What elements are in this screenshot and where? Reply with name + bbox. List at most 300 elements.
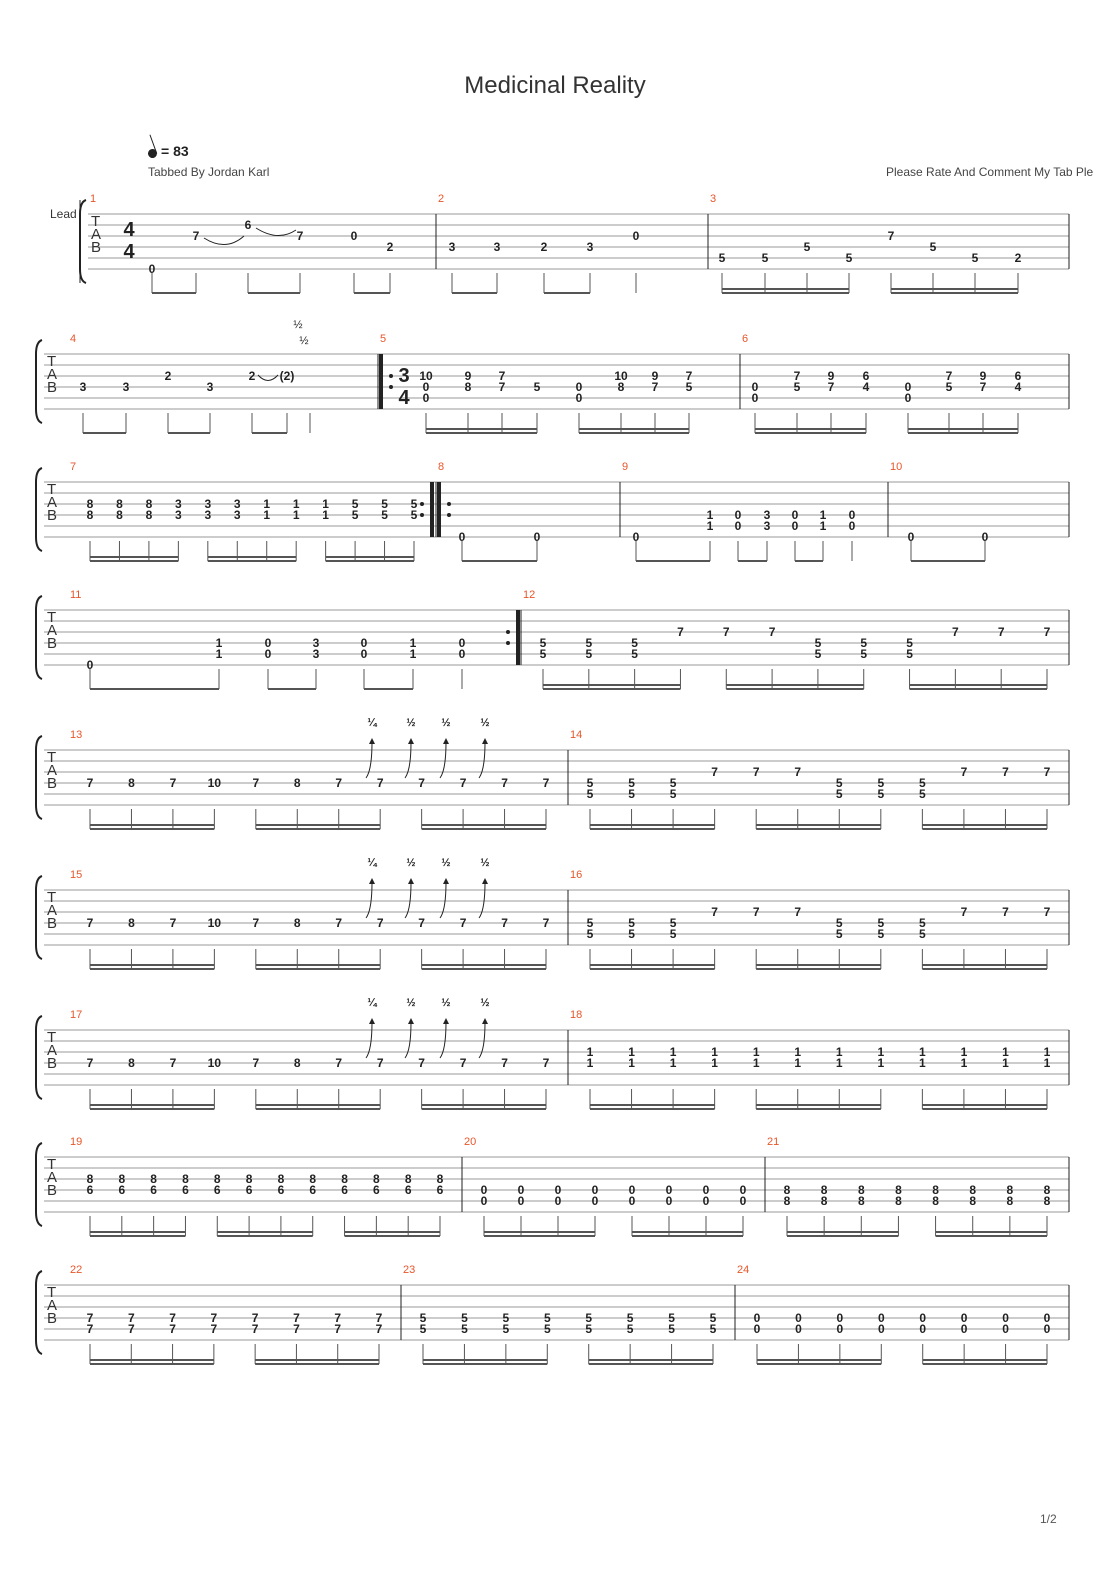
fret-number: 5 bbox=[877, 916, 885, 930]
fret-number: 7 bbox=[711, 765, 718, 779]
measure-number: 7 bbox=[70, 461, 77, 473]
fret-number: 5 bbox=[628, 776, 635, 790]
fret-number: 8 bbox=[820, 1194, 828, 1208]
fret-number: 0 bbox=[960, 1311, 968, 1325]
bend-label: ¼ bbox=[367, 997, 377, 1009]
fret-number: 7 bbox=[752, 765, 760, 779]
fret-number: 0 bbox=[848, 508, 856, 522]
bend-arrow-icon bbox=[366, 1022, 372, 1058]
fret-number: 1 bbox=[819, 519, 827, 533]
fret-number: 5 bbox=[533, 380, 541, 394]
fret-number: 5 bbox=[419, 1311, 427, 1325]
fret-number: 0 bbox=[148, 262, 156, 276]
fret-number: 7 bbox=[169, 776, 177, 790]
fret-number: 1 bbox=[409, 636, 417, 650]
fret-number: 7 bbox=[794, 765, 802, 779]
tab-clef-letter: A bbox=[47, 1042, 58, 1059]
fret-number: 5 bbox=[585, 1322, 593, 1336]
fret-number: 5 bbox=[877, 927, 885, 941]
fret-number: 7 bbox=[251, 1311, 259, 1325]
bend-arrow-icon bbox=[440, 742, 446, 778]
fret-number: 8 bbox=[783, 1194, 791, 1208]
fret-number: 5 bbox=[586, 787, 594, 801]
measure-number: 4 bbox=[70, 333, 77, 345]
bend-label: ½ bbox=[480, 857, 490, 869]
fret-number: 0 bbox=[665, 1194, 673, 1208]
time-signature-top: 3 bbox=[398, 365, 410, 387]
repeat-dot bbox=[447, 513, 451, 517]
fret-number: 7 bbox=[210, 1311, 218, 1325]
fret-number: 2 bbox=[164, 369, 172, 383]
fret-number: 1 bbox=[752, 1045, 760, 1059]
tab-clef-letter: B bbox=[47, 379, 58, 396]
fret-number: 7 bbox=[192, 229, 200, 243]
tie-slur bbox=[204, 236, 244, 245]
tab-clef-letter: T bbox=[47, 353, 57, 370]
measure-number: 6 bbox=[742, 333, 749, 345]
fret-number: 5 bbox=[626, 1322, 634, 1336]
fret-number: 2 bbox=[248, 369, 256, 383]
fret-number: 8 bbox=[436, 1172, 444, 1186]
tab-clef-letter: B bbox=[47, 635, 58, 652]
fret-number: 1 bbox=[1002, 1045, 1009, 1059]
fret-number: 1 bbox=[669, 1056, 677, 1070]
fret-number: 7 bbox=[418, 776, 425, 790]
fret-number: 6 bbox=[150, 1183, 157, 1197]
fret-number: 7 bbox=[252, 916, 260, 930]
fret-number: 3 bbox=[586, 240, 594, 254]
fret-number: 5 bbox=[626, 1311, 634, 1325]
fret-number: 3 bbox=[233, 497, 241, 511]
bend-label: ½ bbox=[441, 717, 451, 729]
tie-slur bbox=[256, 228, 296, 236]
bend-arrowhead-icon bbox=[443, 1018, 449, 1024]
fret-number: 7 bbox=[376, 776, 384, 790]
fret-number: 8 bbox=[150, 1172, 157, 1186]
fret-number: 0 bbox=[458, 647, 466, 661]
fret-number: 5 bbox=[539, 636, 547, 650]
fret-number: 8 bbox=[128, 1056, 135, 1070]
bend-label: ½ bbox=[480, 997, 490, 1009]
bend-arrow-icon bbox=[405, 1022, 411, 1058]
bend-arrowhead-icon bbox=[408, 738, 414, 744]
fret-number: 1 bbox=[711, 1056, 718, 1070]
fret-number: 5 bbox=[669, 776, 677, 790]
fret-number: 3 bbox=[493, 240, 501, 254]
fret-number: 7 bbox=[335, 916, 343, 930]
fret-number: 0 bbox=[836, 1311, 844, 1325]
fret-number: 5 bbox=[585, 647, 593, 661]
fret-number: 6 bbox=[245, 1183, 253, 1197]
fret-number: 7 bbox=[711, 905, 718, 919]
fret-number: 3 bbox=[312, 636, 320, 650]
repeat-dot bbox=[506, 630, 510, 634]
fret-number: 0 bbox=[480, 1183, 488, 1197]
fret-number: 2 bbox=[540, 240, 548, 254]
fret-number: 0 bbox=[591, 1183, 599, 1197]
tab-clef-letter: B bbox=[47, 775, 58, 792]
fret-number: 5 bbox=[835, 776, 843, 790]
measure-number: 18 bbox=[570, 1009, 583, 1021]
fret-number: 5 bbox=[669, 916, 677, 930]
fret-number: 8 bbox=[1006, 1183, 1014, 1197]
fret-number: 7 bbox=[542, 776, 550, 790]
tab-clef-letter: A bbox=[47, 366, 58, 383]
fret-number: 1 bbox=[919, 1045, 926, 1059]
fret-number: 1 bbox=[877, 1056, 885, 1070]
fret-number: 7 bbox=[375, 1322, 383, 1336]
fret-number: 0 bbox=[86, 658, 94, 672]
measure-number: 20 bbox=[464, 1136, 477, 1148]
fret-number: 5 bbox=[351, 497, 359, 511]
measure-number: 11 bbox=[70, 589, 82, 601]
fret-number: 7 bbox=[418, 916, 425, 930]
fret-number: 6 bbox=[118, 1183, 126, 1197]
fret-number: 1 bbox=[1043, 1045, 1051, 1059]
fret-number: 5 bbox=[539, 647, 547, 661]
measure-number: 5 bbox=[380, 333, 387, 345]
bend-label: ½ bbox=[480, 717, 490, 729]
fret-number: 7 bbox=[210, 1322, 218, 1336]
fret-number: 7 bbox=[542, 916, 550, 930]
time-signature-bottom: 4 bbox=[398, 387, 410, 409]
fret-number: 5 bbox=[668, 1311, 675, 1325]
fret-number: 5 bbox=[919, 927, 926, 941]
measure-number: 3 bbox=[710, 193, 717, 205]
fret-number: 3 bbox=[763, 508, 771, 522]
measure-number: 22 bbox=[70, 1264, 83, 1276]
fret-number: 0 bbox=[554, 1194, 562, 1208]
fret-number: 5 bbox=[877, 787, 885, 801]
fret-number: 2 bbox=[1014, 251, 1022, 265]
fret-number: 5 bbox=[718, 251, 726, 265]
fret-number: 7 bbox=[459, 1056, 467, 1070]
fret-number: 0 bbox=[753, 1311, 761, 1325]
fret-number: 8 bbox=[969, 1183, 977, 1197]
repeat-dot bbox=[389, 374, 393, 378]
fret-number: 0 bbox=[628, 1194, 636, 1208]
fret-number: 0 bbox=[591, 1194, 599, 1208]
fret-number: 0 bbox=[458, 636, 466, 650]
fret-number: 5 bbox=[919, 787, 926, 801]
fret-number: 7 bbox=[86, 1311, 94, 1325]
fret-number: 5 bbox=[929, 240, 937, 254]
fret-number: 5 bbox=[919, 776, 926, 790]
fret-number: 6 bbox=[436, 1183, 444, 1197]
fret-number: 0 bbox=[751, 391, 759, 405]
fret-number: 1 bbox=[292, 508, 300, 522]
fret-number: 7 bbox=[376, 916, 384, 930]
fret-number: 0 bbox=[422, 391, 430, 405]
fret-number: 7 bbox=[498, 380, 506, 394]
bend-arrowhead-icon bbox=[482, 878, 488, 884]
bend-arrowhead-icon bbox=[443, 738, 449, 744]
fret-number: 5 bbox=[669, 787, 677, 801]
fret-number: 0 bbox=[702, 1183, 710, 1197]
fret-number: 0 bbox=[632, 229, 640, 243]
fret-number: 3 bbox=[79, 380, 87, 394]
fret-number: 0 bbox=[665, 1183, 673, 1197]
fret-number: 1 bbox=[1043, 1056, 1051, 1070]
fret-number: 8 bbox=[617, 380, 625, 394]
fret-number: 0 bbox=[795, 1322, 802, 1336]
fret-number: 0 bbox=[877, 1311, 885, 1325]
fret-number: 7 bbox=[960, 905, 968, 919]
bend-label: ½ bbox=[406, 857, 416, 869]
fret-number: 10 bbox=[207, 916, 222, 930]
fret-number: 8 bbox=[128, 916, 135, 930]
fret-number: 6 bbox=[213, 1183, 221, 1197]
fret-number: 5 bbox=[586, 916, 594, 930]
fret-number: 5 bbox=[381, 497, 388, 511]
fret-number: 1 bbox=[794, 1045, 802, 1059]
fret-number: 0 bbox=[264, 636, 272, 650]
fret-number: 6 bbox=[86, 1183, 94, 1197]
fret-number: 3 bbox=[448, 240, 456, 254]
fret-number: 8 bbox=[932, 1183, 939, 1197]
fret-number: 1 bbox=[706, 508, 714, 522]
fret-number: 7 bbox=[293, 1311, 300, 1325]
bend-arrowhead-icon bbox=[408, 878, 414, 884]
fret-number: 5 bbox=[845, 251, 853, 265]
fret-number: 8 bbox=[116, 508, 123, 522]
fret-number: 7 bbox=[501, 776, 508, 790]
fret-number: 7 bbox=[334, 1322, 342, 1336]
fret-number: 7 bbox=[335, 776, 343, 790]
bend-label: ½ bbox=[441, 857, 451, 869]
bend-arrow-icon bbox=[479, 1022, 485, 1058]
fret-number: 5 bbox=[628, 916, 635, 930]
tab-clef-letter: T bbox=[47, 889, 57, 906]
fret-number: 3 bbox=[763, 519, 771, 533]
fret-number: 1 bbox=[819, 508, 827, 522]
fret-number: 7 bbox=[827, 380, 835, 394]
tab-clef-letter: T bbox=[47, 609, 57, 626]
fret-number: 0 bbox=[960, 1322, 968, 1336]
fret-number: 0 bbox=[1002, 1322, 1009, 1336]
fret-number: 10 bbox=[419, 369, 433, 383]
fret-number: 7 bbox=[127, 1322, 135, 1336]
fret-number: 0 bbox=[517, 1194, 525, 1208]
fret-number: 0 bbox=[919, 1311, 927, 1325]
tab-clef-letter: T bbox=[91, 213, 101, 230]
bend-label: ½ bbox=[441, 997, 451, 1009]
fret-number: 9 bbox=[464, 369, 472, 383]
fret-number: 7 bbox=[375, 1311, 383, 1325]
tab-clef-letter: B bbox=[47, 915, 58, 932]
tab-clef-letter: A bbox=[47, 1169, 58, 1186]
fret-number: 9 bbox=[651, 369, 659, 383]
fret-number: 6 bbox=[244, 218, 252, 232]
fret-number: 3 bbox=[175, 508, 182, 522]
fret-number: 8 bbox=[1043, 1194, 1051, 1208]
fret-number: 0 bbox=[904, 391, 912, 405]
fret-number: 7 bbox=[376, 1056, 384, 1070]
fret-number: 5 bbox=[906, 636, 913, 650]
fret-number: 7 bbox=[887, 229, 895, 243]
fret-number: 1 bbox=[1002, 1056, 1009, 1070]
system-bracket bbox=[36, 468, 42, 551]
fret-number: 7 bbox=[997, 625, 1005, 639]
system-bracket bbox=[36, 876, 42, 959]
fret-number: 8 bbox=[857, 1183, 865, 1197]
fret-number: 1 bbox=[835, 1056, 843, 1070]
fret-number: 7 bbox=[979, 380, 987, 394]
fret-number: 0 bbox=[517, 1183, 525, 1197]
fret-number: 0 bbox=[877, 1322, 885, 1336]
fret-number: 0 bbox=[795, 1311, 802, 1325]
system-bracket bbox=[36, 736, 42, 819]
fret-number: (2) bbox=[279, 369, 295, 383]
fret-number: 0 bbox=[1043, 1311, 1051, 1325]
bend-label: ½ bbox=[293, 319, 303, 331]
tab-clef-letter: T bbox=[47, 481, 57, 498]
fret-number: 1 bbox=[586, 1056, 594, 1070]
fret-number: 8 bbox=[277, 1172, 285, 1186]
fret-number: 3 bbox=[122, 380, 130, 394]
fret-number: 7 bbox=[252, 1056, 260, 1070]
bend-arrowhead-icon bbox=[482, 1018, 488, 1024]
fret-number: 7 bbox=[945, 369, 953, 383]
fret-number: 6 bbox=[1014, 369, 1022, 383]
fret-number: 1 bbox=[263, 497, 271, 511]
fret-number: 5 bbox=[971, 251, 979, 265]
system-bracket bbox=[36, 1016, 42, 1099]
measure-number: 21 bbox=[767, 1136, 780, 1148]
fret-number: 6 bbox=[277, 1183, 285, 1197]
fret-number: 5 bbox=[461, 1322, 468, 1336]
bend-arrow-icon bbox=[479, 882, 485, 918]
fret-number: 5 bbox=[709, 1322, 717, 1336]
repeat-dot bbox=[420, 513, 424, 517]
fret-number: 7 bbox=[1002, 905, 1009, 919]
fret-number: 7 bbox=[86, 916, 94, 930]
fret-number: 5 bbox=[628, 927, 635, 941]
fret-number: 1 bbox=[877, 1045, 885, 1059]
fret-number: 5 bbox=[631, 647, 638, 661]
fret-number: 8 bbox=[1043, 1183, 1051, 1197]
fret-number: 5 bbox=[835, 787, 843, 801]
tab-clef-letter: A bbox=[47, 622, 58, 639]
fret-number: 5 bbox=[877, 776, 885, 790]
fret-number: 7 bbox=[252, 776, 260, 790]
tab-clef-letter: B bbox=[47, 1310, 58, 1327]
fret-number: 7 bbox=[952, 625, 959, 639]
fret-number: 3 bbox=[204, 497, 212, 511]
bend-arrowhead-icon bbox=[443, 878, 449, 884]
fret-number: 8 bbox=[128, 776, 135, 790]
fret-number: 7 bbox=[459, 776, 467, 790]
page-number: 1/2 bbox=[1040, 1512, 1057, 1526]
tab-clef-letter: T bbox=[47, 1029, 57, 1046]
fret-number: 5 bbox=[543, 1322, 551, 1336]
fret-number: 5 bbox=[919, 916, 926, 930]
fret-number: 6 bbox=[341, 1183, 348, 1197]
bend-arrow-icon bbox=[479, 742, 485, 778]
bend-label: ½ bbox=[299, 335, 309, 347]
measure-number: 15 bbox=[70, 869, 83, 881]
tab-clef-letter: T bbox=[47, 749, 57, 766]
fret-number: 0 bbox=[919, 1322, 927, 1336]
fret-number: 3 bbox=[206, 380, 214, 394]
fret-number: 8 bbox=[1006, 1194, 1014, 1208]
fret-number: 8 bbox=[293, 916, 301, 930]
fret-number: 1 bbox=[322, 508, 329, 522]
fret-number: 4 bbox=[1014, 380, 1022, 394]
measure-number: 2 bbox=[438, 193, 445, 205]
fret-number: 5 bbox=[351, 508, 359, 522]
fret-number: 1 bbox=[628, 1056, 635, 1070]
fret-number: 5 bbox=[835, 916, 843, 930]
fret-number: 0 bbox=[360, 647, 368, 661]
fret-number: 5 bbox=[502, 1311, 510, 1325]
fret-number: 8 bbox=[820, 1183, 828, 1197]
fret-number: 8 bbox=[404, 1172, 412, 1186]
tab-clef-letter: B bbox=[47, 1055, 58, 1072]
tab-clef-letter: B bbox=[47, 507, 58, 524]
fret-number: 7 bbox=[685, 369, 693, 383]
fret-number: 10 bbox=[614, 369, 628, 383]
fret-number: 7 bbox=[960, 765, 968, 779]
measure-number: 14 bbox=[570, 729, 583, 741]
fret-number: 0 bbox=[753, 1322, 761, 1336]
fret-number: 7 bbox=[296, 229, 304, 243]
fret-number: 3 bbox=[312, 647, 320, 661]
fret-number: 8 bbox=[293, 776, 301, 790]
fret-number: 3 bbox=[204, 508, 212, 522]
bend-arrowhead-icon bbox=[408, 1018, 414, 1024]
fret-number: 8 bbox=[182, 1172, 189, 1186]
fret-number: 3 bbox=[175, 497, 182, 511]
fret-number: 5 bbox=[586, 927, 594, 941]
system-bracket bbox=[36, 1271, 42, 1354]
fret-number: 7 bbox=[335, 1056, 343, 1070]
rating-request: Please Rate And Comment My Tab Ple bbox=[886, 165, 1094, 179]
fret-number: 7 bbox=[127, 1311, 135, 1325]
fret-number: 7 bbox=[651, 380, 659, 394]
fret-number: 10 bbox=[207, 776, 222, 790]
tab-clef-letter: A bbox=[47, 762, 58, 779]
fret-number: 0 bbox=[791, 508, 799, 522]
fret-number: 0 bbox=[360, 636, 368, 650]
fret-number: 0 bbox=[632, 530, 640, 544]
system-bracket bbox=[80, 200, 86, 283]
fret-number: 8 bbox=[116, 497, 123, 511]
fret-number: 5 bbox=[685, 380, 693, 394]
bend-arrowhead-icon bbox=[482, 738, 488, 744]
tab-clef-letter: A bbox=[47, 494, 58, 511]
fret-number: 5 bbox=[631, 636, 638, 650]
fret-number: 1 bbox=[794, 1056, 802, 1070]
fret-number: 7 bbox=[86, 776, 94, 790]
fret-number: 8 bbox=[857, 1194, 865, 1208]
tab-clef-letter: A bbox=[47, 902, 58, 919]
bend-arrow-icon bbox=[405, 742, 411, 778]
fret-number: 8 bbox=[86, 497, 94, 511]
fret-number: 6 bbox=[182, 1183, 189, 1197]
fret-number: 0 bbox=[739, 1194, 747, 1208]
fret-number: 7 bbox=[752, 905, 760, 919]
fret-number: 5 bbox=[585, 1311, 593, 1325]
fret-number: 7 bbox=[501, 916, 508, 930]
fret-number: 0 bbox=[575, 380, 583, 394]
measure-number: 23 bbox=[403, 1264, 416, 1276]
fret-number: 0 bbox=[981, 530, 989, 544]
fret-number: 8 bbox=[213, 1172, 221, 1186]
repeat-dot bbox=[420, 502, 424, 506]
fret-number: 5 bbox=[381, 508, 388, 522]
fret-number: 7 bbox=[251, 1322, 259, 1336]
